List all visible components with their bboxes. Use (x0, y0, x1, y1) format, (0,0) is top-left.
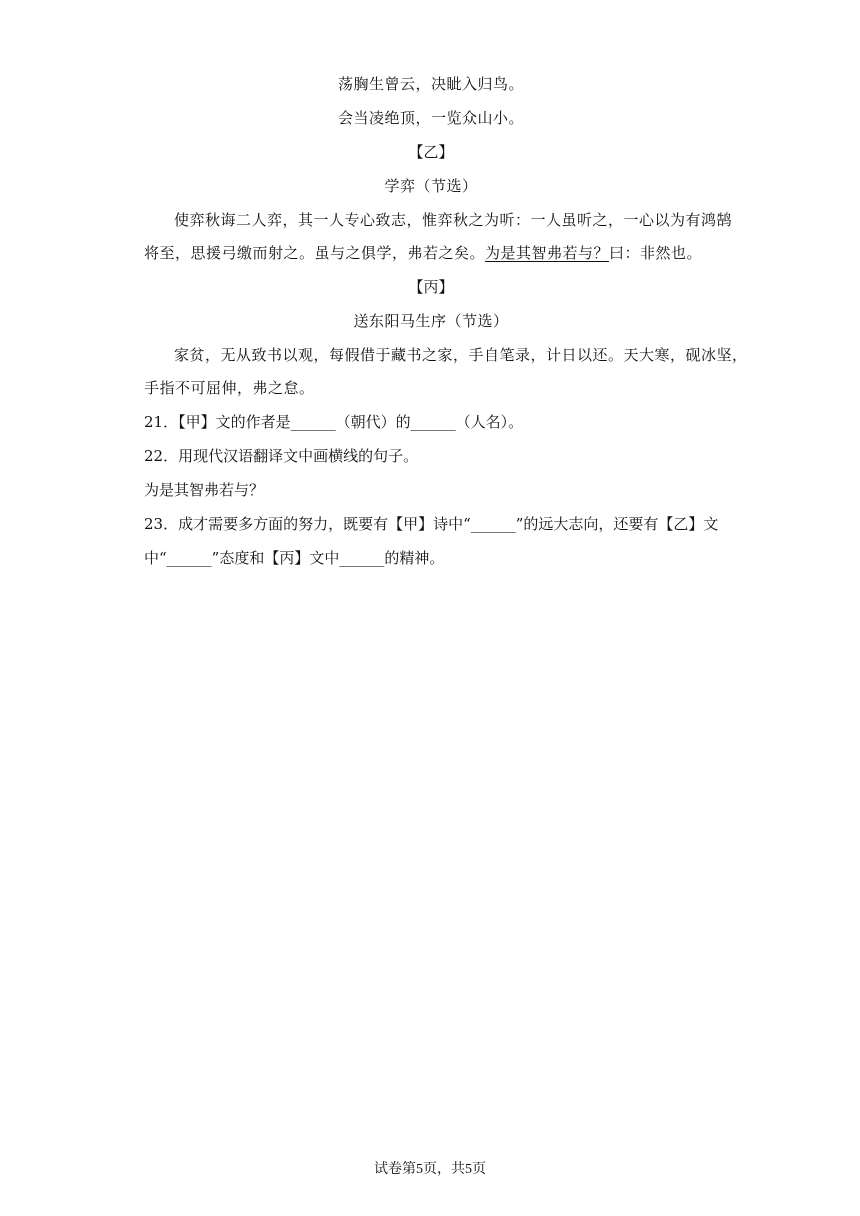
question-21: 21．【甲】文的作者是______（朝代）的______（人名）。 (144, 413, 524, 431)
passage-bing-title: 送东阳马生序（节选） (353, 312, 509, 330)
passage-yi-line-2 (144, 243, 718, 263)
passage-yi-line-2-pre: 将至，思援弓缴而射之。虽与之俱学，弗若之矣。 (144, 244, 486, 262)
passage-yi-marker: 【乙】 (408, 143, 454, 161)
poem-line-1: 荡胸生曾云，决眦入归鸟。 (337, 75, 524, 93)
poem-line-2: 会当凌绝顶，一览众山小。 (337, 109, 524, 127)
passage-bing-line-1: 家贫，无从致书以观，每假借于藏书之家，手自笔录，计日以还。天大寒，砚冰坚， (174, 346, 748, 364)
question-22: 22．用现代汉语翻译文中画横线的句子。 (144, 447, 419, 465)
passage-yi-line-1: 使弈秋诲二人弈，其一人专心致志，惟弈秋之为听：一人虽听之，一心以为有鸿鹄 (174, 211, 733, 229)
passage-bing-line-2: 手指不可屈伸，弗之怠。 (144, 379, 315, 397)
page-footer: 试卷第5页，共5页 (374, 1162, 486, 1177)
question-22-sentence: 为是其智弗若与？ (144, 481, 265, 499)
passage-yi-line-2-post: 曰：非然也。 (609, 244, 703, 262)
question-23-line-2: 中“______”态度和【丙】文中______的精神。 (144, 549, 445, 567)
underlined-sentence: 为是其智弗若与？ (485, 244, 610, 262)
question-23-line-1: 23．成才需要多方面的努力，既要有【甲】诗中“______”的远大志向，还要有【乙】文 (144, 515, 719, 533)
passage-bing-marker: 【丙】 (408, 278, 454, 296)
passage-yi-title: 学弈（节选） (384, 177, 478, 195)
